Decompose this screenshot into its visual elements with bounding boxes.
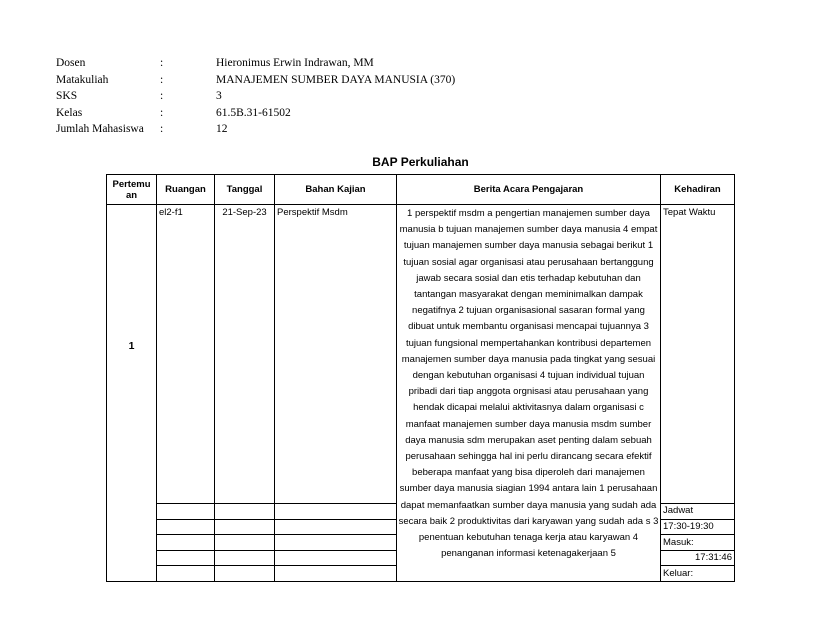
- empty-cell: [275, 550, 397, 566]
- col-header-kehadiran: Kehadiran: [661, 175, 735, 205]
- empty-cell: [215, 535, 275, 551]
- matakuliah-value: MANAJEMEN SUMBER DAYA MANUSIA (370): [216, 73, 456, 86]
- jumlah-mahasiswa-label: Jumlah Mahasiswa: [56, 123, 144, 136]
- jadwal-value-cell: 17:30-19:30: [661, 519, 735, 535]
- berita-acara-cell: 1 perspektif msdm a pengertian manajemen sumber daya manusia b tujuan manajemen sumber daya manusia 4 empat tujuan manajemen sumber daya manusia sebagai berikut 1 tujuan sosial agar organisasi atau perusahaan bertanggung jawab secara sosial dan etis terhadap kebutuhan dan tantangan masyarakat dengan meminimalkan dampak negatifnya 2 tujuan organisasional sasaran formal yang dibuat untuk membantu organisasi mencapai tujuannya 3 tujuan fungsional mempertahankan kontribusi departemen manajemen sumber daya manusia pada tingkat yang sesuai dengan kebutuhan organisasi 4 tujuan individual tujuan pribadi dari tiap anggota orgnisasi atau perusahaan yang hendak dicapai melalui aktivitasnya dalam organisasi c manfaat manajemen sumber daya manusia msdm sumber daya manusia sdm merupakan aset penting dalam sebuah perusahaan sehingga hal ini perlu dirancang secara efektif beberapa manfaat yang bisa diperoleh dari manajemen sumber daya manusia siagian 1994 antara lain 1 perusahaan dapat memanfaatkan sumber daya manusia yang sudah ada secara baik 2 produktivitas dari karyawan yang sudah ada s 3 penentuan kebutuhan tenaga kerja atau karyawan 4 penanganan informasi ketenagakerjaan 5: [397, 205, 661, 582]
- empty-cell: [157, 519, 215, 535]
- empty-cell: [275, 504, 397, 520]
- col-header-bahan-kajian: Bahan Kajian: [275, 175, 397, 205]
- empty-cell: [215, 519, 275, 535]
- col-header-ruangan: Ruangan: [157, 175, 215, 205]
- table-header-row: [107, 175, 735, 205]
- masuk-label-cell: Masuk:: [661, 535, 735, 551]
- empty-cell: [157, 504, 215, 520]
- matakuliah-label: Matakuliah: [56, 73, 109, 86]
- kehadiran-cell: Tepat Waktu: [661, 205, 735, 504]
- page-title: BAP Perkuliahan: [372, 155, 469, 169]
- table-row: [107, 205, 735, 504]
- dosen-separator: :: [160, 57, 164, 69]
- empty-cell: [275, 566, 397, 582]
- jumlah-mahasiswa-value: 12: [216, 123, 228, 136]
- dosen-value: Hieronimus Erwin Indrawan, MM: [216, 57, 374, 69]
- tanggal-cell: 21-Sep-23: [215, 205, 275, 504]
- keluar-label-cell: Keluar:: [661, 566, 735, 582]
- sks-value: 3: [216, 90, 222, 103]
- col-header-berita-acara: Berita Acara Pengajaran: [397, 175, 661, 205]
- bahan-kajian-cell: Perspektif Msdm: [275, 205, 397, 504]
- kelas-label: Kelas: [56, 106, 83, 119]
- pertemuan-cell: 1: [107, 205, 157, 582]
- sks-label: SKS: [56, 90, 78, 103]
- bap-table: [106, 174, 735, 582]
- ruangan-cell: el2-f1: [157, 205, 215, 504]
- empty-cell: [215, 550, 275, 566]
- kelas-separator: :: [160, 106, 164, 119]
- empty-cell: [157, 535, 215, 551]
- sks-separator: :: [160, 90, 164, 103]
- masuk-value-cell: 17:31:46: [661, 550, 735, 566]
- jumlah-mahasiswa-separator: :: [160, 123, 164, 136]
- col-header-tanggal: Tanggal: [215, 175, 275, 205]
- empty-cell: [275, 535, 397, 551]
- kelas-value: 61.5B.31-61502: [216, 106, 291, 119]
- col-header-pertemuan: Pertemu an: [107, 175, 157, 205]
- empty-cell: [157, 566, 215, 582]
- empty-cell: [215, 566, 275, 582]
- empty-cell: [215, 504, 275, 520]
- empty-cell: [157, 550, 215, 566]
- empty-cell: [275, 519, 397, 535]
- jadwal-label-cell: Jadwat: [661, 504, 735, 520]
- matakuliah-separator: :: [160, 73, 164, 86]
- dosen-label: Dosen: [56, 57, 86, 69]
